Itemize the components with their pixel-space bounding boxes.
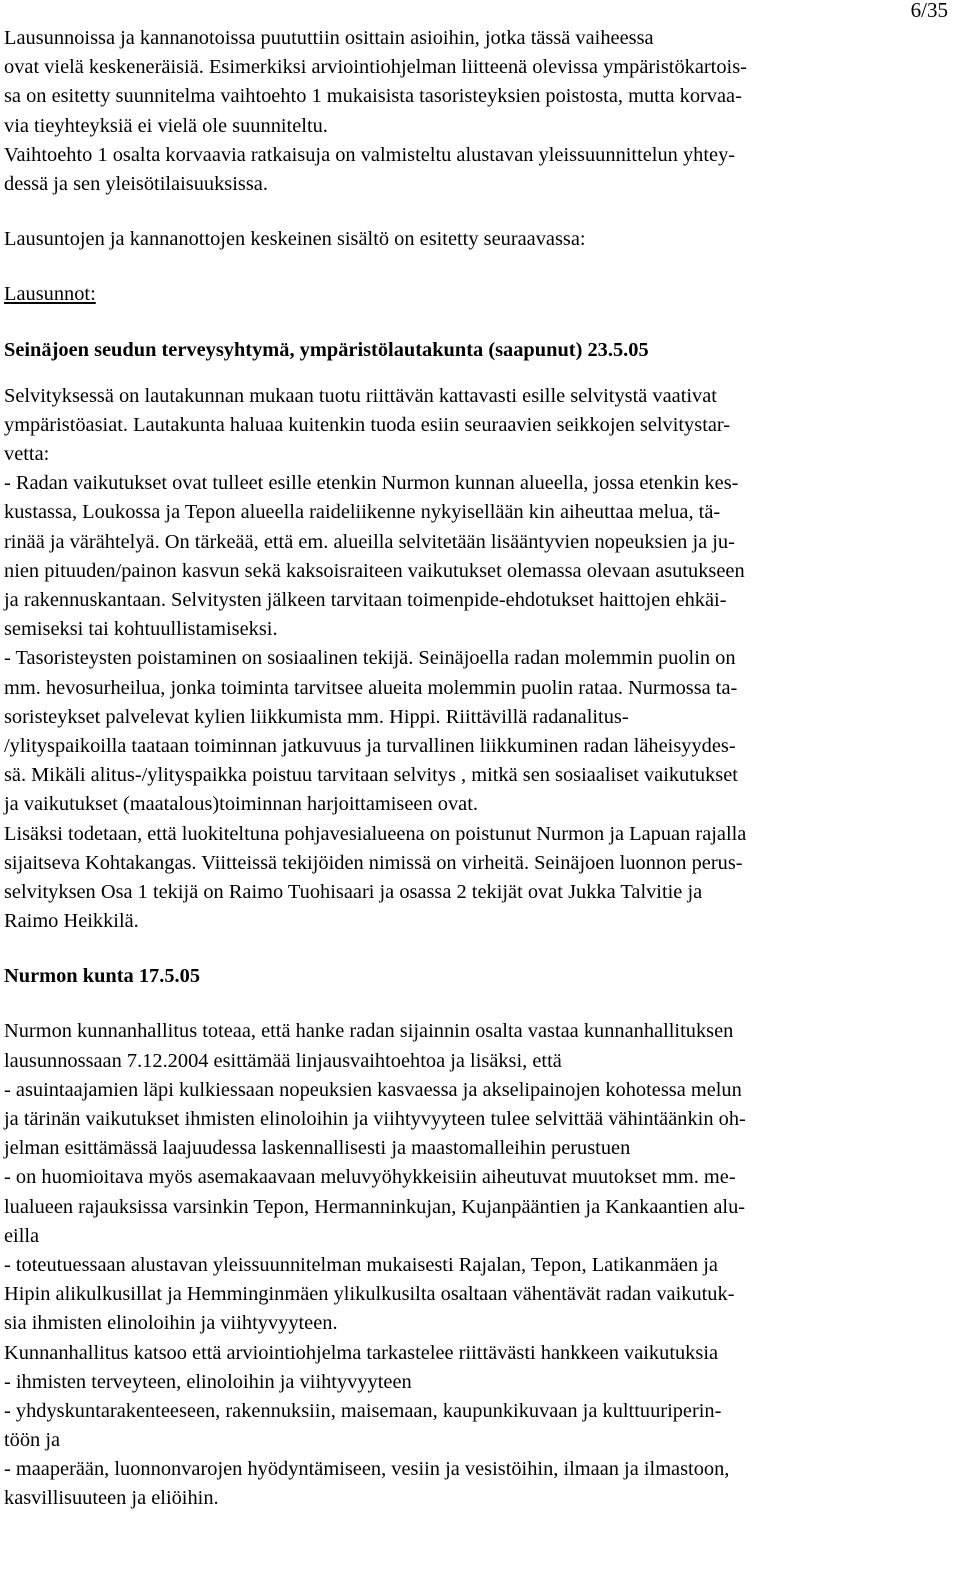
text-line: sä. Mikäli alitus-/ylityspaikka poistuu tarvitaan selvitys , mitkä sen sosiaaliset vaikutukset [4,764,738,787]
text-line: ja tärinän vaikutukset ihmisten elinoloihin ja viihtyvyyteen tulee selvittää vähintäänkin oh- [4,1108,746,1130]
statement-body [4,382,944,937]
text-line: Lisäksi todetaan, että luokiteltuna pohjavesialueena on poistunut Nurmon ja Lapuan rajalla [4,822,747,845]
page-number: 6/35 [910,0,948,22]
text-line: Raimo Heikkilä. [4,910,139,933]
statement-body [4,1017,944,1513]
intro-paragraph [4,24,944,199]
text-line: sia ihmisten elinoloihin ja viihtyvyyteen. [4,1312,338,1335]
text-line: eilla [4,1224,40,1247]
text-line: lualueen rajauksissa varsinkin Tepon, Hermanninkujan, Kujanpääntien ja Kankaantien alu- [4,1195,746,1218]
text-line: - maaperään, luonnonvarojen hyödyntämiseen, vesiin ja vesistöihin, ilmaan ja ilmastoon, [4,1458,730,1481]
text-line: - yhdyskuntarakenteeseen, rakennuksiin, maisemaan, kaupunkikuvaan ja kulttuuriperin- [4,1399,722,1422]
text-line: jelman esittämässä laajuudessa laskennallisesti ja maastomalleihin perustuen [4,1137,631,1160]
text-line: - on huomioitava myös asemakaavaan meluvyöhykkeisiin aiheutuvat muutokset mm. me- [4,1166,736,1189]
text-line: - Tasoristeysten poistaminen on sosiaalinen tekijä. Seinäjoella radan molemmin puolin on [4,647,736,670]
text-line: Lausunnoissa ja kannanotoissa puututtiin osittain asioihin, jotka tässä vaiheessa [4,27,654,49]
text-line: Hipin alikulkusillat ja Hemminginmäen ylikulkusilta osaltaan vähentävät radan vaikutuk- [4,1283,735,1306]
text-line: nien pituuden/painon kasvun sekä kaksoisraiteen vaikutukset olemassa olevaan asutukseen [4,559,745,582]
text-line: Kunnanhallitus katsoo että arviointiohjelma tarkastelee riittävästi hankkeen vaikutuksia [4,1341,719,1364]
text-line: - asuintaajamien läpi kulkiessaan nopeuksien kasvaessa ja akselipainojen kohotessa melun [4,1078,742,1101]
text-line: sa on esitetty suunnitelma vaihtoehto 1 mukaisista tasoristeyksien poistosta, mutta korvaa- [4,85,742,108]
text-line: Vaihtoehto 1 osalta korvaavia ratkaisuja on valmisteltu alustavan yleissuunnittelun yhtey- [4,143,736,166]
text-line: töön ja [4,1429,61,1452]
summary-line: Lausuntojen ja kannanottojen keskeinen sisältö on esitetty seuraavassa: [4,228,586,251]
statement-heading: Seinäjoen seudun terveysyhtymä, ympäristölautakunta (saapunut) 23.5.05 [4,338,649,361]
text-line: ja vaikutukset (maatalous)toiminnan harjoittamiseen ovat. [4,793,478,816]
text-line: kustassa, Loukossa ja Tepon alueella raideliikenne nykyisellään kin aiheuttaa melua, tä- [4,501,721,524]
text-line: kasvillisuuteen ja eliöihin. [4,1487,219,1510]
document-body [4,24,944,1514]
text-line: rinää ja värähtelyä. On tärkeää, että em. alueilla selvitetään lisääntyvien nopeuksien ja ju- [4,530,735,553]
text-line: Nurmon kunnanhallitus toteaa, että hanke radan sijainnin osalta vastaa kunnanhallituksen [4,1020,734,1043]
text-line: ympäristöasiat. Lautakunta haluaa kuitenkin tuoda esiin seuraavien seikkojen selvitystar- [4,413,731,436]
text-line: mm. hevosurheilua, jonka toiminta tarvitsee alueita molemmin puolin rataa. Nurmossa ta- [4,676,738,699]
section-heading: Lausunnot: [4,283,96,306]
text-line: dessä ja sen yleisötilaisuuksissa. [4,172,268,195]
text-line: ovat vielä keskeneräisiä. Esimerkiksi arviointiohjelman liitteenä olevissa ympäristökartois- [4,56,747,79]
text-line: Selvityksessä on lautakunnan mukaan tuotu riittävän kattavasti esille selvitystä vaativat [4,384,717,407]
text-line: soristeykset palvelevat kylien liikkumista mm. Hippi. Riittävillä radanalitus- [4,705,629,728]
text-line: - toteutuessaan alustavan yleissuunnitelman mukaisesti Rajalan, Tepon, Latikanmäen ja [4,1253,718,1276]
text-line: selvityksen Osa 1 tekijä on Raimo Tuohisaari ja osassa 2 tekijät ovat Jukka Talvitie ja [4,880,703,903]
text-line: ja rakennuskantaan. Selvitysten jälkeen tarvitaan toimenpide-ehdotukset haittojen ehkäi- [4,589,727,611]
text-line: vetta: [4,443,50,466]
statement-heading: Nurmon kunta 17.5.05 [4,965,201,988]
text-line: via tieyhteyksiä ei vielä ole suunniteltu. [4,114,328,137]
text-line: semiseksi tai kohtuullistamiseksi. [4,618,278,641]
text-line: - ihmisten terveyteen, elinoloihin ja viihtyvyyteen [4,1370,412,1393]
text-line: /ylityspaikoilla taataan toiminnan jatkuvuus ja turvallinen liikkuminen radan läheisyydes- [4,734,736,757]
text-line: lausunnossaan 7.12.2004 esittämää linjausvaihtoehtoa ja lisäksi, että [4,1049,562,1072]
text-line: sijaitseva Kohtakangas. Viitteissä tekijöiden nimissä on virheitä. Seinäjoen luonnon perus- [4,851,743,874]
text-line: - Radan vaikutukset ovat tulleet esille etenkin Nurmon kunnan alueella, jossa etenkin kes- [4,472,739,495]
